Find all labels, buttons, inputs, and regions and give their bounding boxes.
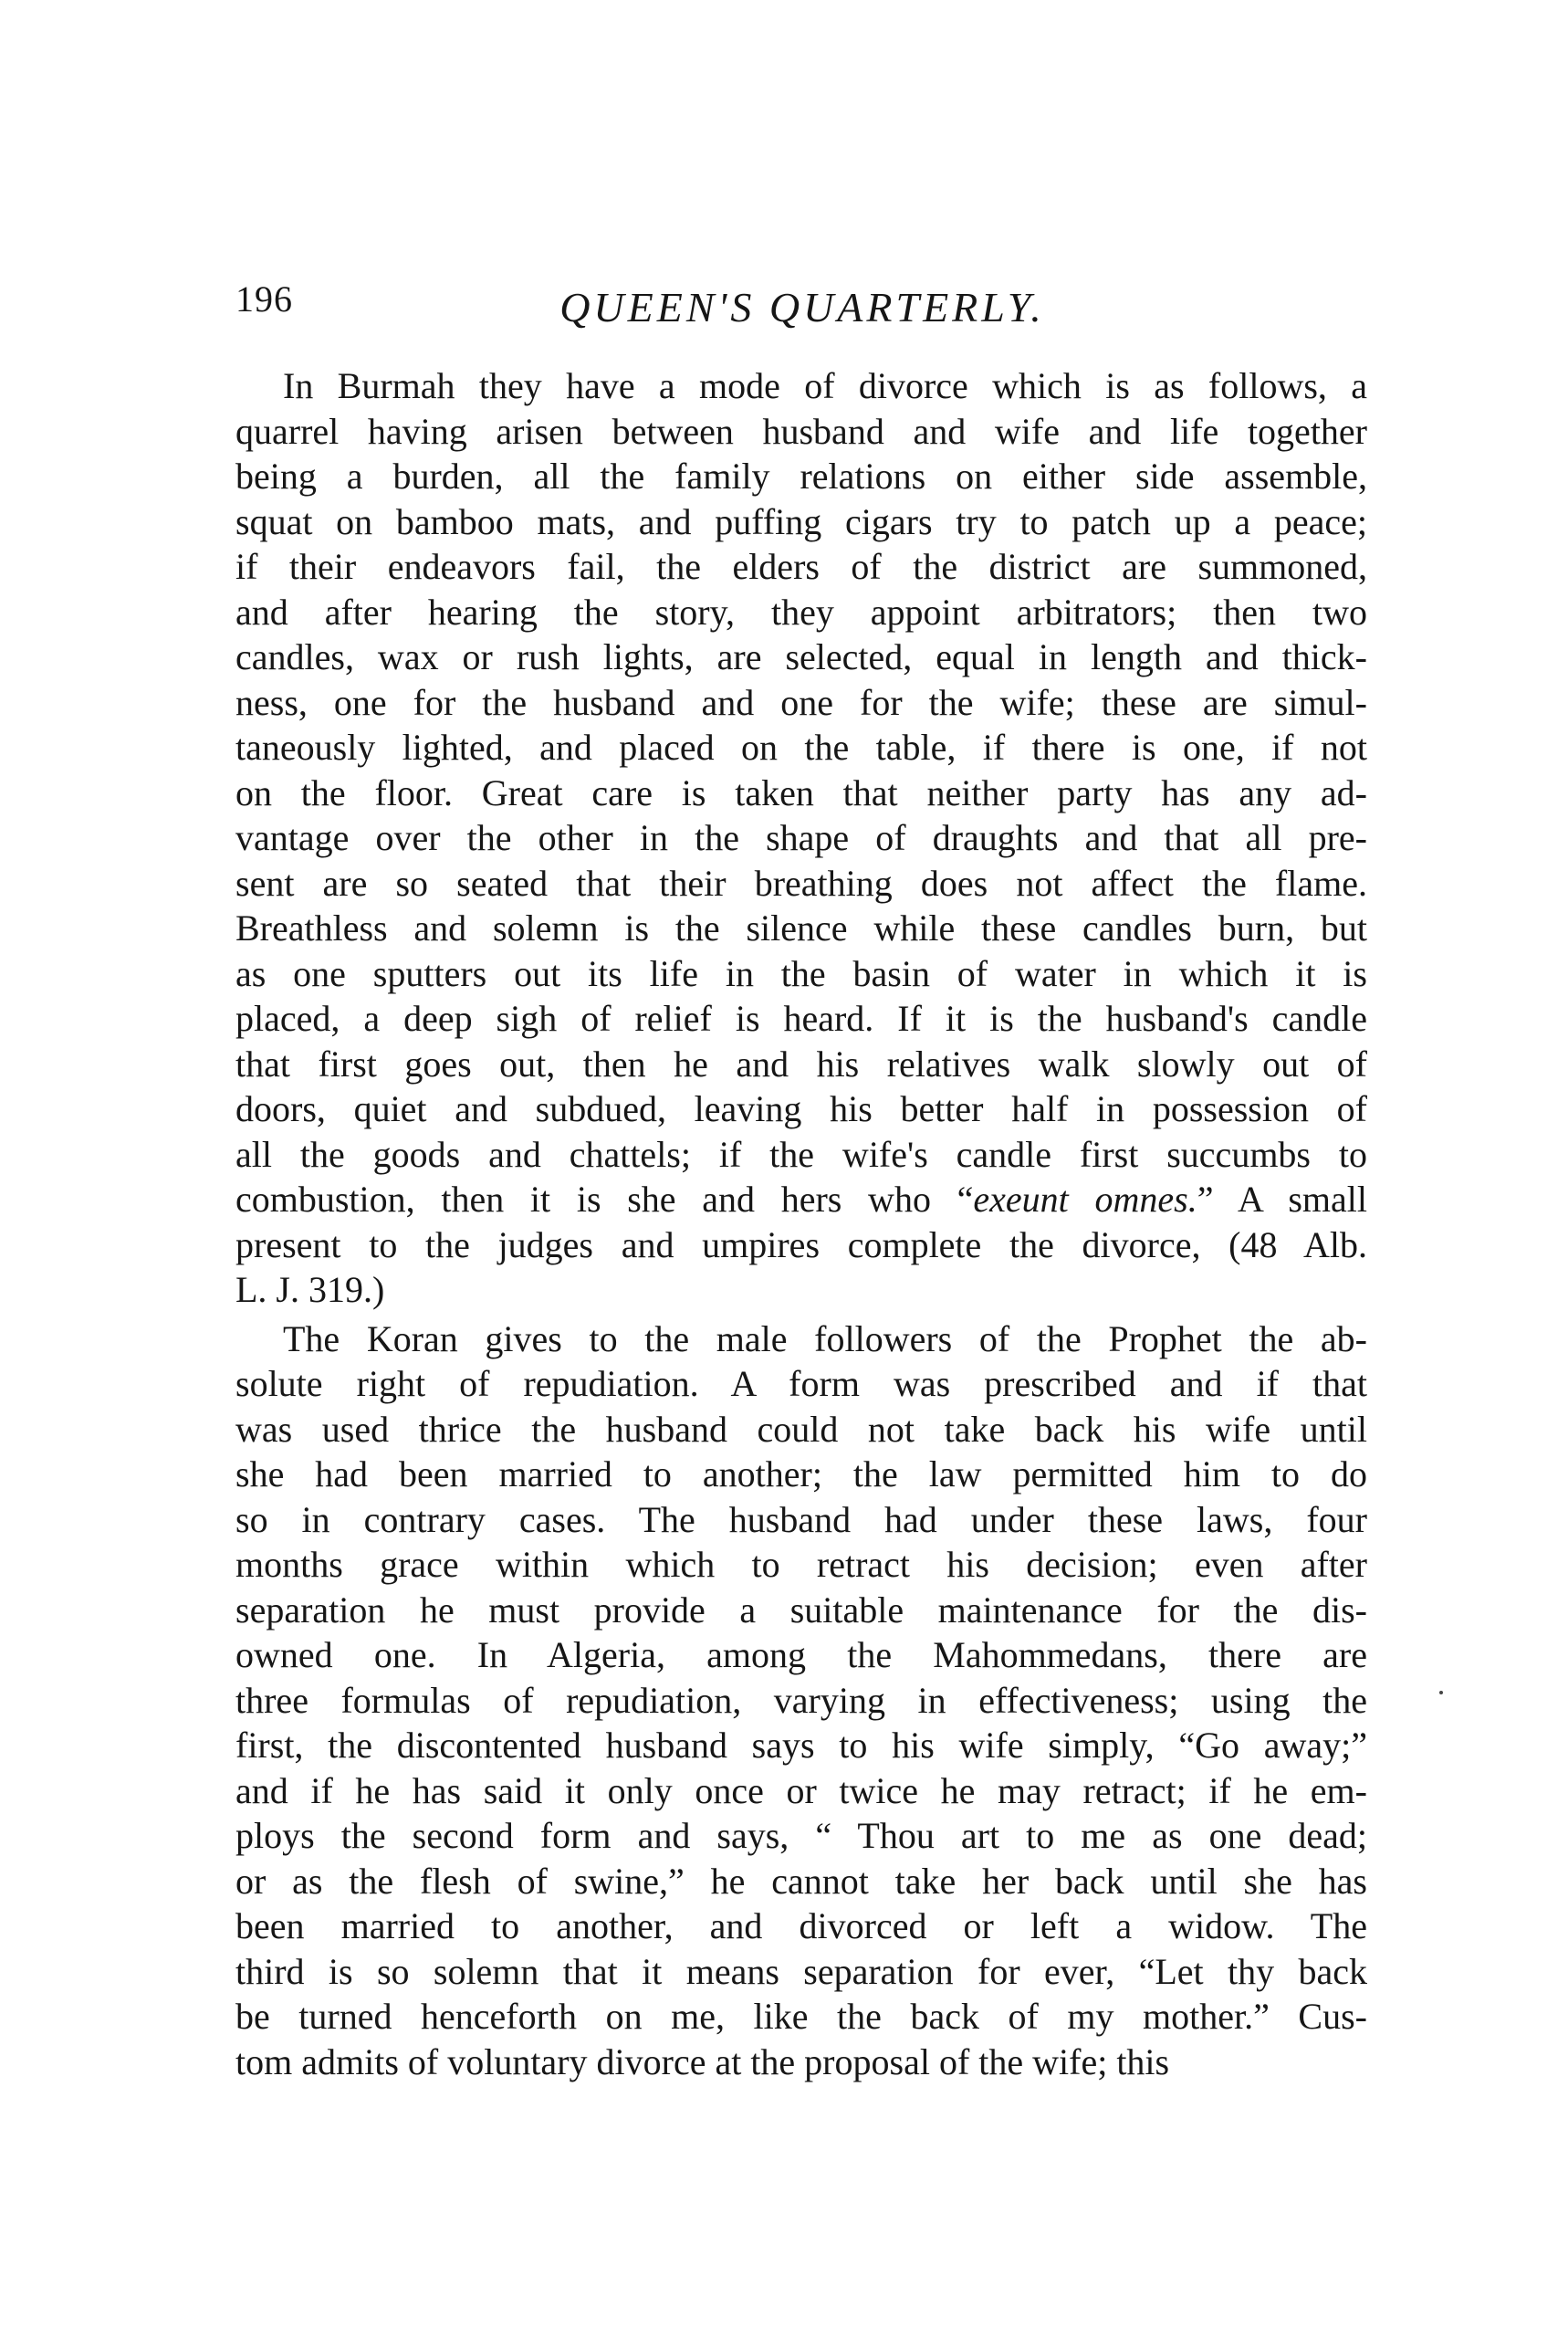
text-line: vantage over the other in the shape of draughts and that all pre- bbox=[235, 817, 1367, 858]
body-text bbox=[235, 363, 1367, 2084]
text-line: In Burmah they have a mode of divorce which is as follows, a bbox=[283, 365, 1367, 406]
page-header bbox=[235, 274, 1369, 338]
text-line: present to the judges and umpires complete the divorce, (48 Alb. bbox=[235, 1223, 1367, 1265]
text-line: L. J. 319.) bbox=[235, 1269, 385, 1310]
text-line: on the floor. Great care is taken that neither party has any ad- bbox=[235, 771, 1367, 813]
text-line: and if he has said it only once or twice he may retract; if he em- bbox=[235, 1769, 1367, 1811]
text-line: third is so solemn that it means separation for ever, “Let thy back bbox=[235, 1950, 1367, 1992]
text-line: being a burden, all the family relations on either side assemble, bbox=[235, 456, 1367, 497]
paragraph bbox=[235, 363, 1367, 1313]
text-line: combustion, then it is she and hers who “exeunt omnes.” A small bbox=[235, 1179, 1367, 1220]
text-line: be turned henceforth on me, like the back of my mother.” Cus- bbox=[235, 1996, 1367, 2037]
text-line: quarrel having arisen between husband and wife and life together bbox=[235, 410, 1367, 452]
text-line: candles, wax or rush lights, are selected, equal in length and thick- bbox=[235, 636, 1367, 677]
text-line: Breathless and solemn is the silence while these candles burn, but bbox=[235, 907, 1367, 949]
latin-phrase: exeunt omnes. bbox=[973, 1179, 1197, 1220]
text-line: so in contrary cases. The husband had under these laws, four bbox=[235, 1498, 1367, 1540]
text-line: doors, quiet and subdued, leaving his better half in possession of bbox=[235, 1088, 1367, 1129]
text-line: taneously lighted, and placed on the table, if there is one, if not bbox=[235, 727, 1367, 768]
text-line: months grace within which to retract his decision; even after bbox=[235, 1544, 1367, 1585]
text-line: or as the flesh of swine,” he cannot take her back until she has bbox=[235, 1860, 1367, 1902]
text-line: placed, a deep sigh of relief is heard. If it is the husband's candle bbox=[235, 998, 1367, 1039]
text-line: three formulas of repudiation, varying in effectiveness; using the bbox=[235, 1679, 1367, 1721]
text-line: as one sputters out its life in the basin of water in which it is bbox=[235, 952, 1367, 994]
text-line: ness, one for the husband and one for the wife; these are simul- bbox=[235, 681, 1367, 723]
text-line: The Koran gives to the male followers of the Prophet the ab- bbox=[283, 1317, 1367, 1359]
text-line: and after hearing the story, they appoint arbitrators; then two bbox=[235, 591, 1367, 633]
running-title: QUEEN'S QUARTERLY. bbox=[559, 284, 1045, 330]
text-line: ploys the second form and says, “ Thou art to me as one dead; bbox=[235, 1815, 1367, 1856]
text-line: been married to another, and divorced or left a widow. The bbox=[235, 1905, 1367, 1946]
text-line: squat on bamboo mats, and puffing cigars try to patch up a peace; bbox=[235, 500, 1367, 542]
print-speck bbox=[1439, 1691, 1443, 1694]
text-line: sent are so seated that their breathing does not affect the flame. bbox=[235, 862, 1367, 904]
text-line: separation he must provide a suitable maintenance for the dis- bbox=[235, 1589, 1367, 1631]
paragraph bbox=[235, 1316, 1367, 2085]
text-line: she had been married to another; the law permitted him to do bbox=[235, 1453, 1367, 1494]
text-line: owned one. In Algeria, among the Mahommedans, there are bbox=[235, 1634, 1367, 1675]
text-line: solute right of repudiation. A form was prescribed and if that bbox=[235, 1363, 1367, 1404]
page-number: 196 bbox=[235, 278, 293, 320]
text-line: tom admits of voluntary divorce at the proposal of the wife; this bbox=[235, 2040, 1170, 2082]
text-line: if their endeavors fail, the elders of the district are summoned, bbox=[235, 546, 1367, 587]
text-line: that first goes out, then he and his relatives walk slowly out of bbox=[235, 1043, 1367, 1085]
text-line: was used thrice the husband could not take back his wife until bbox=[235, 1408, 1367, 1450]
text-line: first, the discontented husband says to his wife simply, “Go away;” bbox=[235, 1725, 1367, 1766]
text-line: all the goods and chattels; if the wife's candle first succumbs to bbox=[235, 1133, 1367, 1175]
